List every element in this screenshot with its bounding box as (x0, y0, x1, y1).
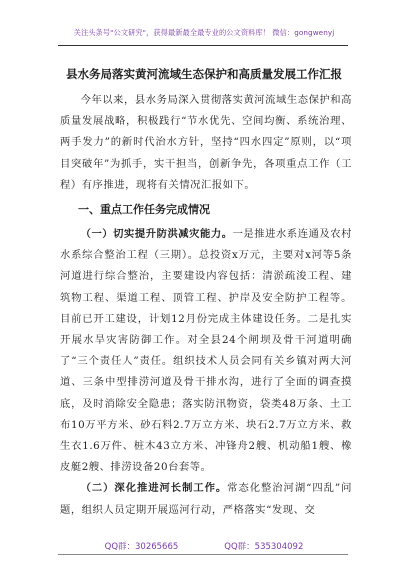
item1-title: （一）切实提升防洪减灾能力。 (80, 228, 233, 241)
item2-title: （二）深化推进河长制工作。 (80, 482, 228, 495)
footer-rule (58, 554, 348, 555)
intro-paragraph: 今年以来，县水务局深入贯彻落实黄河流域生态保护和高质量发展战略，积极践行“节水优先、空间均衡、系统治理、两手发力”的新时代治水方针，坚持“四水四定”原则，以“项目突破年”为抓手，实干担当，创新争先，各项重点工作（工程）有序推进，现将有关情况汇报如下。 (60, 94, 352, 191)
item2-paragraph (60, 478, 352, 520)
footer-qq-right: QQ群：535304092 (224, 542, 304, 552)
document-body (60, 90, 352, 521)
section-heading: 一、重点工作任务完成情况 (78, 203, 210, 217)
header-rule (58, 45, 348, 46)
item1-text: 一是推进水系连通及农村水系综合整治工程（三期）。总投资x万元，主要对x河等5条河道进行综合整治，主要建设内容包括：清淤疏浚工程、建筑物工程、渠道工程、顶管工程、护岸及安全防护工程等。目前已开工建设，计划12月份完成主体建设任务。二是扎实开展水旱灾害防御工作。对全县24个闸坝及骨干河道明确了“三个责任人”责任。组织技术人员会同有关乡镇对两大河道、三条中型排涝河道及骨干排水沟，进行了全面的调查摸底，及时消除安全隐患；落实防汛物资，袋类48万条、土工布10万平方米、砂石料2.7万立方米、块石2.7万立方米、救生衣1.6万件、桩木43立方米、冲锋舟2艘、机动船1艘、橡皮艇2艘、排涝设备20台套等。 (60, 228, 352, 474)
item2-text: 常态化整治河湖“四乱”问题，组织人员定期开展巡河行动，严格落实“发现、交 (60, 482, 352, 516)
item1-paragraph (60, 224, 352, 478)
document-title: 县水务局落实黄河流域生态保护和高质量发展工作汇报 (66, 67, 342, 81)
footer (0, 540, 408, 552)
header-note: 关注头条号"公文研究"，获得最新最全最专业的公文资料库！ 微信：gongwenyj (73, 28, 335, 37)
footer-qq-left: QQ群：30265665 (104, 542, 179, 552)
